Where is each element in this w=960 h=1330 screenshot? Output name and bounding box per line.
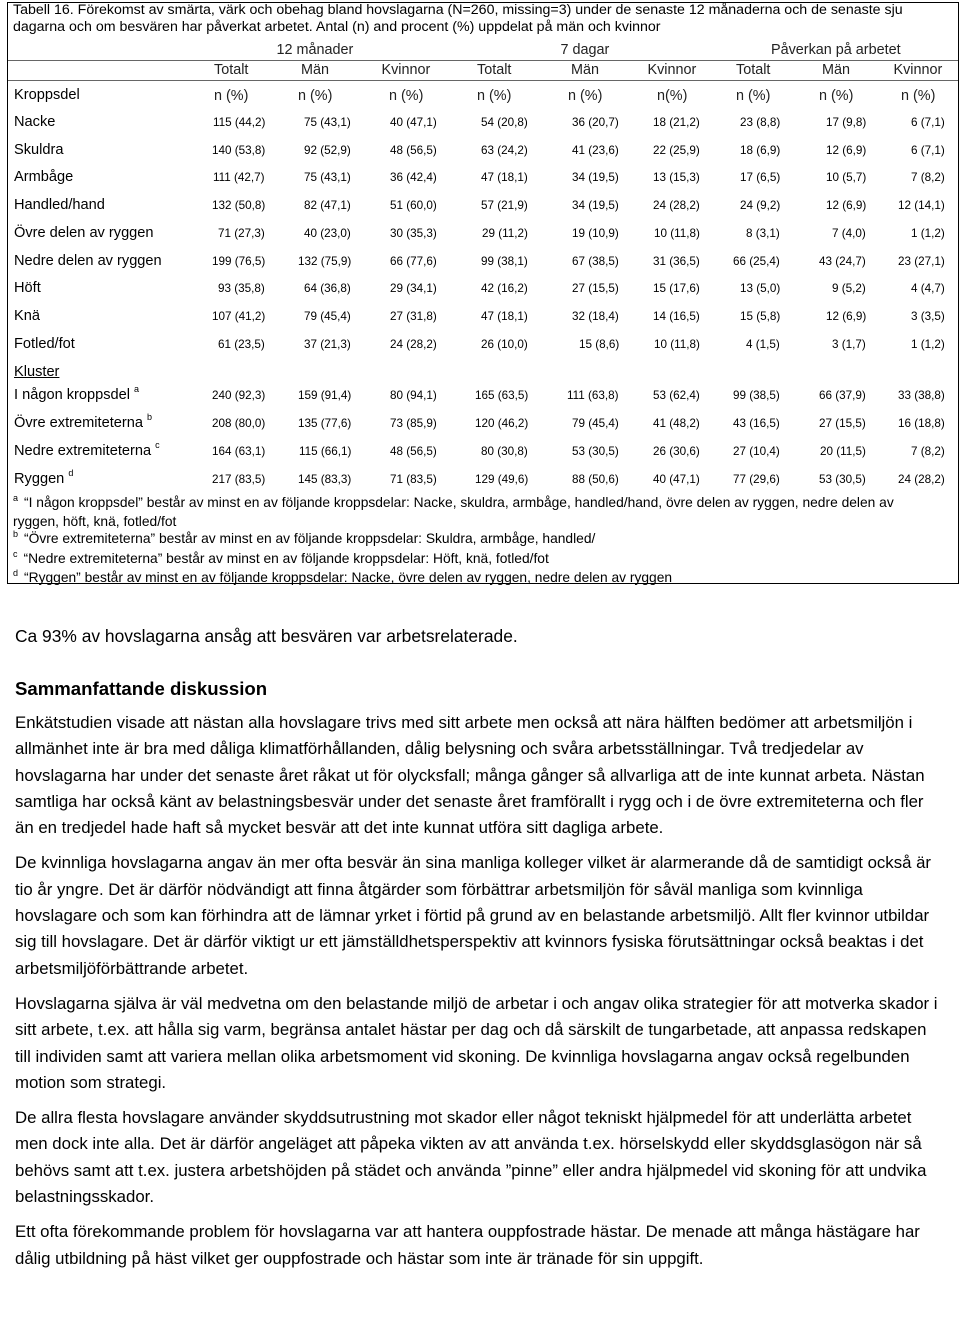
unit-header: n (%) — [736, 88, 771, 104]
column-header: Totalt — [477, 62, 512, 78]
table-cell: 132 (50,8) — [212, 199, 266, 212]
row-label: Övre delen av ryggen — [14, 225, 154, 241]
table-cell: 41 (48,2) — [653, 417, 700, 430]
table-cell: 51 (60,0) — [390, 199, 437, 212]
table-cell: 7 (8,2) — [911, 171, 945, 184]
table-cell: 115 (44,2) — [213, 116, 266, 129]
table-cell: 145 (83,3) — [298, 473, 352, 486]
table-footnotes — [13, 494, 943, 588]
table-cell: 12 (6,9) — [826, 310, 867, 323]
table-caption: Tabell 16. Förekomst av smärta, värk och obehag bland hovslagarna (N=260, missing=3) under de senaste 12 månaderna och de senaste sju dagarna och om besvären har påverkat arbetet. Antal (n) and procent (%) uppdelat på män och kvinnor — [13, 2, 903, 35]
row-label: Övre extremiteterna $^b$ — [14, 412, 152, 431]
table-cell: 67 (38,5) — [572, 255, 619, 268]
row-label: Nedre delen av ryggen — [14, 253, 162, 269]
table-cell: 12 (14,1) — [898, 199, 945, 212]
table-cell: 164 (63,1) — [212, 445, 266, 458]
header-rule — [8, 60, 958, 61]
table-cell: 43 (24,7) — [819, 255, 866, 268]
table-cell: 37 (21,3) — [304, 338, 351, 351]
paragraph: De kvinnliga hovslagarna angav än mer ofta besvär än sina manliga kolleger vilket är alarmerande då de samtidigt också är tio år yngre. Det är därför nödvändigt att finna åtgärder som förbättrar arbetsmiljön för såväl manliga som kvinnliga hovslagare och som kan förhindra att de lämnar yrket i förtid på grund av en belastande arbetsmiljö. Allt fler kvinnor utbildar sig till hovslagare. Det är därför viktigt ur ett jämställdhetsperspektiv att kvinnors fysiska förutsättningar också beaktas i det arbetsmiljöförbättrande arbetet. — [15, 853, 932, 978]
table-cell: 82 (47,1) — [304, 199, 351, 212]
row-label: Nedre extremiteterna $^c$ — [14, 440, 160, 459]
column-header: Kvinnor — [893, 62, 943, 78]
table-cell: 57 (21,9) — [481, 199, 528, 212]
footnote-mark: b — [13, 529, 19, 540]
table-cell: 135 (77,6) — [298, 417, 352, 430]
table-cell: 66 (25,4) — [733, 255, 780, 268]
footnote — [13, 494, 943, 530]
footnote-text: “Nedre extremiteterna” består av minst en av följande kroppsdelar: Höft, knä, fotled/fot — [23, 550, 549, 566]
row-label: Höft — [14, 280, 41, 296]
table-cell: 53 (62,4) — [653, 389, 700, 402]
footnote-reference: d — [68, 468, 74, 478]
table-cell: 15 (5,8) — [740, 310, 781, 323]
unit-header: n (%) — [389, 88, 424, 104]
unit-header: n(%) — [657, 88, 688, 104]
table-cell: 48 (56,5) — [390, 144, 437, 157]
table-cell: 53 (30,5) — [819, 473, 866, 486]
unit-header: n (%) — [568, 88, 603, 104]
table-cell: 53 (30,5) — [572, 445, 619, 458]
table-cell: 93 (35,8) — [218, 282, 265, 295]
table-cell: 64 (36,8) — [304, 282, 351, 295]
table-cell: 30 (35,3) — [390, 227, 437, 240]
table-cell: 17 (9,8) — [826, 116, 867, 129]
table-cell: 3 (1,7) — [832, 338, 866, 351]
row-label: Skuldra — [14, 142, 64, 158]
table-cell: 10 (5,7) — [826, 171, 867, 184]
table-cell: 92 (52,9) — [304, 144, 351, 157]
table-cell: 4 (1,5) — [746, 338, 780, 351]
paragraph: Hovslagarna själva är väl medvetna om den belastande miljö de arbetar i och angav olika strategier för att motverka skador i sitt arbete, t.ex. att hålla sig varm, begränsa antalet hästar per dag och då särskilt de tungarbetade, att anpassa redskapen till individen samt att variera mellan olika arbetsmoment vid skoning. De kvinnliga hovslagarna angav också regelbunden motion som strategi. — [15, 993, 938, 1092]
row-label: Fotled/fot — [14, 336, 75, 352]
section-heading: Sammanfattande diskussion — [15, 678, 268, 699]
table-cell: 217 (83,5) — [212, 473, 266, 486]
table-cell: 40 (47,1) — [390, 116, 437, 129]
column-header: Totalt — [214, 62, 249, 78]
table-cell: 73 (85,9) — [390, 417, 437, 430]
table-cell: 27 (10,4) — [733, 445, 780, 458]
table-cell: 71 (83,5) — [390, 473, 437, 486]
table-cell: 17 (6,5) — [740, 171, 781, 184]
table-cell: 32 (18,4) — [572, 310, 619, 323]
footnote — [13, 530, 943, 549]
row-label: I någon kroppsdel $^a$ — [14, 384, 140, 403]
table-cell: 31 (36,5) — [653, 255, 700, 268]
table-cell: 79 (45,4) — [304, 310, 351, 323]
row-label: Nacke — [14, 114, 56, 130]
group-header: 12 månader — [276, 42, 354, 58]
footnote-mark: c — [13, 548, 18, 559]
table-cell: 47 (18,1) — [481, 310, 528, 323]
unit-header: n (%) — [214, 88, 249, 104]
column-header: Män — [822, 62, 850, 78]
table-cell: 27 (15,5) — [819, 417, 866, 430]
table-cell: 208 (80,0) — [212, 417, 266, 430]
paragraph: Enkätstudien visade att nästan alla hovslagare trivs med sitt arbete men också att nära hälften bedömer att arbetsmiljön i allmänhet inte är bra med dåliga klimatförhållanden, dålig belysning och svåra arbetsställningar. Två tredjedelar av hovslagarna har under det senaste året råkat ut för olycksfall; många gånger så allvarliga att de inte kunnat arbeta. Nästan samtliga har också känt av belastningsbesvär under det senaste året framförallt i rygg och i de övre extremiteterna och fler än en tredjedel hade haft så mycket besvär att det inte kunnat utföra sitt dagliga arbete. — [15, 713, 925, 838]
table-cell: 7 (8,2) — [911, 445, 945, 458]
header-rule — [8, 80, 958, 81]
unit-header: n (%) — [477, 88, 512, 104]
table-cell: 77 (29,6) — [733, 473, 780, 486]
table-cell: 7 (4,0) — [832, 227, 866, 240]
table-cell: 24 (28,2) — [898, 473, 945, 486]
paragraph: Ett ofta förekommande problem för hovslagarna var att hantera ouppfostrade hästar. De menade att många hästägare har dålig utbildning på häst vilket ger ouppfostrade och hästar som inte är tränade för sin uppgift. — [15, 1222, 920, 1268]
table-cell: 71 (27,3) — [218, 227, 265, 240]
table-cell: 48 (56,5) — [390, 445, 437, 458]
table-cell: 36 (20,7) — [572, 116, 619, 129]
table-cell: 42 (16,2) — [481, 282, 528, 295]
table-cell: 29 (34,1) — [390, 282, 437, 295]
table-cell: 199 (76,5) — [212, 255, 266, 268]
table-cell: 80 (30,8) — [481, 445, 528, 458]
body-text — [15, 710, 945, 1281]
table-cell: 140 (53,8) — [212, 144, 266, 157]
table-cell: 10 (11,8) — [654, 227, 700, 240]
unit-header: n (%) — [298, 88, 333, 104]
footnote-text: “Övre extremiteterna” består av minst en av följande kroppsdelar: Skuldra, armbåge, handled/ — [24, 531, 596, 547]
table-cell: 79 (45,4) — [572, 417, 619, 430]
table-cell: 75 (43,1) — [304, 116, 351, 129]
table-cell: 3 (3,5) — [911, 310, 945, 323]
footnote-text: “Ryggen” består av minst en av följande kroppsdelar: Nacke, övre delen av ryggen, nedre delen av ryggen — [24, 569, 673, 585]
table-cell: 15 (17,6) — [653, 282, 700, 295]
table-cell: 63 (24,2) — [481, 144, 528, 157]
footnote-mark: a — [13, 493, 19, 503]
table-cell: 36 (42,4) — [390, 171, 437, 184]
table-cell: 41 (23,6) — [572, 144, 619, 157]
table-cell: 1 (1,2) — [911, 338, 945, 351]
table-cell: 27 (31,8) — [390, 310, 437, 323]
table-cell: 1 (1,2) — [911, 227, 945, 240]
table-cell: 26 (10,0) — [481, 338, 528, 351]
row-label: Handled/hand — [14, 197, 105, 213]
column-header: Totalt — [736, 62, 771, 78]
column-header: Män — [301, 62, 329, 78]
table-cell: 13 (15,3) — [653, 171, 700, 184]
row-label-header: Kroppsdel — [14, 87, 80, 103]
table-cell: 159 (91,4) — [298, 389, 352, 402]
group-header: 7 dagar — [560, 42, 610, 58]
table-cell: 40 (23,0) — [304, 227, 351, 240]
after-table-text: Ca 93% av hovslagarna ansåg att besvären var arbetsrelaterade. — [15, 626, 518, 646]
table-cell: 8 (3,1) — [746, 227, 780, 240]
column-header: Män — [571, 62, 599, 78]
footnote-mark: d — [13, 567, 19, 578]
table-cell: 13 (5,0) — [740, 282, 781, 295]
table-cell: 111 (63,8) — [567, 389, 619, 402]
table-cell: 61 (23,5) — [218, 338, 265, 351]
table-cell: 40 (47,1) — [653, 473, 700, 486]
table-cell: 33 (38,8) — [898, 389, 945, 402]
paragraph: De allra flesta hovslagare använder skyddsutrustning mot skador eller något tekniskt hjälpmedel för att underlätta arbetet men dock inte alla. Det är därför angeläget att påpeka vikten av att använda t.ex. hörselskydd eller skyddsglasögon när så behövs samt att t.ex. justera arbetshöjden på städet och använda ”pinne” eller andra hjälpmedel vid skoning för att undvika belastningsskador. — [15, 1108, 927, 1207]
table-cell: 120 (46,2) — [475, 417, 529, 430]
table-cell: 19 (10,9) — [572, 227, 619, 240]
table-cell: 29 (11,2) — [482, 227, 528, 240]
table-cell: 14 (16,5) — [653, 310, 700, 323]
table-cell: 12 (6,9) — [826, 144, 867, 157]
group-header: Påverkan på arbetet — [771, 42, 901, 58]
table-cell: 111 (42,7) — [213, 171, 265, 184]
unit-header: n (%) — [819, 88, 854, 104]
row-label: Ryggen $^d$ — [14, 468, 74, 487]
table-cell: 88 (50,6) — [572, 473, 619, 486]
table-cell: 107 (41,2) — [212, 310, 266, 323]
footnote — [13, 550, 943, 569]
table-cell: 12 (6,9) — [826, 199, 867, 212]
table-cell: 23 (27,1) — [898, 255, 945, 268]
table-cell: 26 (30,6) — [653, 445, 700, 458]
footnote-reference: a — [134, 384, 140, 394]
table-cell: 23 (8,8) — [740, 116, 781, 129]
table-cell: 43 (16,5) — [733, 417, 780, 430]
column-header: Kvinnor — [381, 62, 431, 78]
table-cell: 27 (15,5) — [572, 282, 619, 295]
table-cell: 9 (5,2) — [832, 282, 866, 295]
table-cell: 99 (38,5) — [733, 389, 780, 402]
row-label: Knä — [14, 308, 40, 324]
table-cell: 18 (6,9) — [740, 144, 781, 157]
footnote — [13, 569, 943, 588]
section-label-kluster: Kluster — [14, 364, 60, 380]
table-cell: 80 (94,1) — [390, 389, 437, 402]
column-header: Kvinnor — [647, 62, 697, 78]
table-cell: 75 (43,1) — [304, 171, 351, 184]
footnote-reference: c — [155, 440, 160, 450]
table-cell: 54 (20,8) — [481, 116, 528, 129]
table-cell: 18 (21,2) — [653, 116, 700, 129]
table-cell: 99 (38,1) — [481, 255, 528, 268]
table-cell: 24 (28,2) — [390, 338, 437, 351]
row-label: Armbåge — [14, 169, 74, 185]
table-cell: 34 (19,5) — [572, 171, 619, 184]
table-cell: 66 (37,9) — [819, 389, 866, 402]
table-cell: 16 (18,8) — [898, 417, 945, 430]
table-cell: 34 (19,5) — [572, 199, 619, 212]
table-cell: 10 (11,8) — [654, 338, 700, 351]
table-cell: 22 (25,9) — [653, 144, 700, 157]
footnote-text: “I någon kroppsdel” består av minst en av följande kroppsdelar: Nacke, skuldra, armbåge, handled/hand, övre delen av ryggen, nedre delen av ryggen, höft, knä, fotled/fot — [13, 495, 894, 530]
table-cell: 20 (11,5) — [820, 445, 866, 458]
table-cell: 240 (92,3) — [212, 389, 266, 402]
table-cell: 165 (63,5) — [475, 389, 529, 402]
footnote-reference: b — [146, 412, 152, 422]
table-cell: 115 (66,1) — [299, 445, 352, 458]
unit-header: n (%) — [901, 88, 936, 104]
table-cell: 132 (75,9) — [298, 255, 352, 268]
table-cell: 15 (8,6) — [579, 338, 620, 351]
table-cell: 47 (18,1) — [481, 171, 528, 184]
table-cell: 24 (28,2) — [653, 199, 700, 212]
table-cell: 6 (7,1) — [911, 116, 945, 129]
table-cell: 6 (7,1) — [911, 144, 945, 157]
table-cell: 66 (77,6) — [390, 255, 437, 268]
table-cell: 4 (4,7) — [911, 282, 945, 295]
table-cell: 129 (49,6) — [475, 473, 529, 486]
table-cell: 24 (9,2) — [740, 199, 781, 212]
